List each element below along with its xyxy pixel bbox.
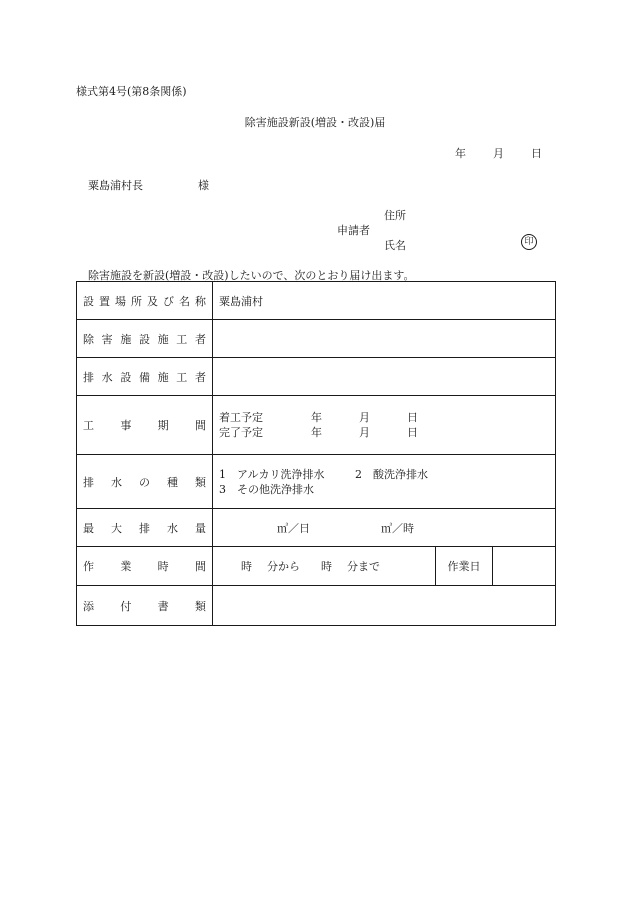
label-char: の xyxy=(139,475,150,489)
label-char: 水 xyxy=(111,475,122,489)
label-char: 大 xyxy=(111,521,122,535)
from-label: 分から xyxy=(267,560,300,573)
hour-label: 時 xyxy=(241,560,252,573)
label-cell xyxy=(77,586,213,626)
label-char: 除 xyxy=(83,332,94,346)
label-char: 施 xyxy=(157,370,169,384)
form-row-period xyxy=(77,396,556,455)
form-row-location xyxy=(77,282,556,320)
label-char: 間 xyxy=(194,560,206,573)
label-char: 称 xyxy=(195,294,206,308)
form-row-drain-type xyxy=(77,455,556,509)
label-char: 工 xyxy=(83,419,94,432)
per-day-unit: ㎥／日 xyxy=(277,521,310,535)
drain-type-alkali: 1 アルカリ洗浄排水 xyxy=(219,467,325,481)
label-char: 書 xyxy=(157,599,169,613)
label-cell xyxy=(77,358,213,396)
work-days-value[interactable] xyxy=(493,547,555,585)
spaced-label xyxy=(77,331,212,347)
form-row-work-time xyxy=(77,547,556,586)
label-char: 施 xyxy=(120,332,132,346)
form-row-drainage-builder xyxy=(77,358,556,396)
addressee-honorific: 様 xyxy=(198,179,209,192)
form-title: 除害施設新設(増設・改設)届 xyxy=(244,116,386,129)
label-char: 者 xyxy=(194,370,206,384)
label-char: 種 xyxy=(167,475,178,489)
drain-type-acid: 2 酸洗浄排水 xyxy=(355,467,428,481)
max-drain-value[interactable] xyxy=(213,509,556,547)
form-row-attachments xyxy=(77,586,556,626)
drain-type-value[interactable] xyxy=(213,455,556,509)
work-days-label: 作業日 xyxy=(436,547,493,585)
label-char: 及 xyxy=(147,294,158,308)
label-char: 作 xyxy=(83,560,94,573)
label-char: 業 xyxy=(120,560,132,573)
year-label: 年 xyxy=(311,426,322,439)
label-cell xyxy=(77,320,213,358)
form-number: 様式第4号(第8条関係) xyxy=(76,85,187,98)
facility-builder-value[interactable] xyxy=(213,320,556,358)
label-cell xyxy=(77,396,213,455)
label-char: 時 xyxy=(157,560,169,573)
label-char: 間 xyxy=(194,419,206,432)
form-row-facility-builder xyxy=(77,320,556,358)
spaced-label xyxy=(77,293,212,309)
notification-form-table xyxy=(76,281,556,626)
spaced-label xyxy=(77,520,212,536)
date-day-label: 日 xyxy=(531,147,542,160)
drainage-builder-value[interactable] xyxy=(213,358,556,396)
label-char: 最 xyxy=(83,521,94,535)
spaced-label xyxy=(77,474,212,490)
period-start-label: 着工予定 xyxy=(219,411,263,424)
drain-type-line-1 xyxy=(219,467,555,482)
per-hour-unit: ㎥／時 xyxy=(381,521,414,535)
label-char: 水 xyxy=(167,521,178,535)
date-month-label: 月 xyxy=(493,147,504,160)
attachments-value[interactable] xyxy=(213,586,556,626)
label-char: 備 xyxy=(138,370,150,384)
label-char: 排 xyxy=(83,475,94,489)
label-char: 事 xyxy=(120,419,132,432)
label-char: 量 xyxy=(195,521,206,535)
applicant-name-label: 氏名 xyxy=(384,239,406,252)
seal-mark: 印 xyxy=(521,234,537,250)
drain-type-other: 3 その他洗浄排水 xyxy=(219,482,314,496)
label-char: 設 xyxy=(138,332,150,346)
date-year-label: 年 xyxy=(455,147,466,160)
label-char: 類 xyxy=(195,475,206,489)
label-char: び xyxy=(163,294,174,308)
addressee-name: 粟島浦村長 xyxy=(88,179,143,192)
intro-text: 除害施設を新設(増設・改設)したいので、次のとおり届け出ます。 xyxy=(88,269,415,282)
work-time-value xyxy=(213,547,556,586)
label-char: 場 xyxy=(115,294,126,308)
form-row-max-drain xyxy=(77,509,556,547)
work-time-range[interactable] xyxy=(213,547,436,585)
label-char: 所 xyxy=(131,294,142,308)
spaced-label xyxy=(77,558,212,574)
label-char: 者 xyxy=(194,332,206,346)
hour-label: 時 xyxy=(321,560,332,573)
applicant-address-label: 住所 xyxy=(384,209,406,222)
month-label: 月 xyxy=(359,411,370,424)
label-char: 施 xyxy=(157,332,169,346)
label-char: 名 xyxy=(179,294,190,308)
label-cell xyxy=(77,282,213,320)
label-char: 設 xyxy=(83,294,94,308)
day-label: 日 xyxy=(407,426,418,439)
label-char: 害 xyxy=(101,332,113,346)
label-char: 置 xyxy=(99,294,110,308)
label-char: 水 xyxy=(101,370,113,384)
addressee xyxy=(88,177,209,193)
period-start-line xyxy=(219,410,555,425)
label-char: 類 xyxy=(194,599,206,613)
period-end-label: 完了予定 xyxy=(219,426,263,439)
label-cell xyxy=(77,455,213,509)
label-cell xyxy=(77,509,213,547)
applicant-label: 申請者 xyxy=(337,224,370,237)
month-label: 月 xyxy=(359,426,370,439)
date-line xyxy=(455,145,542,161)
location-value[interactable]: 粟島浦村 xyxy=(213,282,556,320)
spaced-label xyxy=(77,598,212,614)
spaced-label xyxy=(77,417,212,433)
label-char: 付 xyxy=(120,599,132,613)
label-cell xyxy=(77,547,213,586)
year-label: 年 xyxy=(311,411,322,424)
to-label: 分まで xyxy=(347,560,380,573)
period-end-line xyxy=(219,425,555,440)
spaced-label xyxy=(77,369,212,385)
day-label: 日 xyxy=(407,411,418,424)
label-char: 排 xyxy=(83,370,94,384)
label-char: 排 xyxy=(139,521,150,535)
label-char: 工 xyxy=(176,370,188,384)
period-value[interactable] xyxy=(213,396,556,455)
label-char: 設 xyxy=(120,370,132,384)
label-char: 工 xyxy=(176,332,188,346)
label-char: 添 xyxy=(83,599,94,613)
label-char: 期 xyxy=(157,419,169,432)
